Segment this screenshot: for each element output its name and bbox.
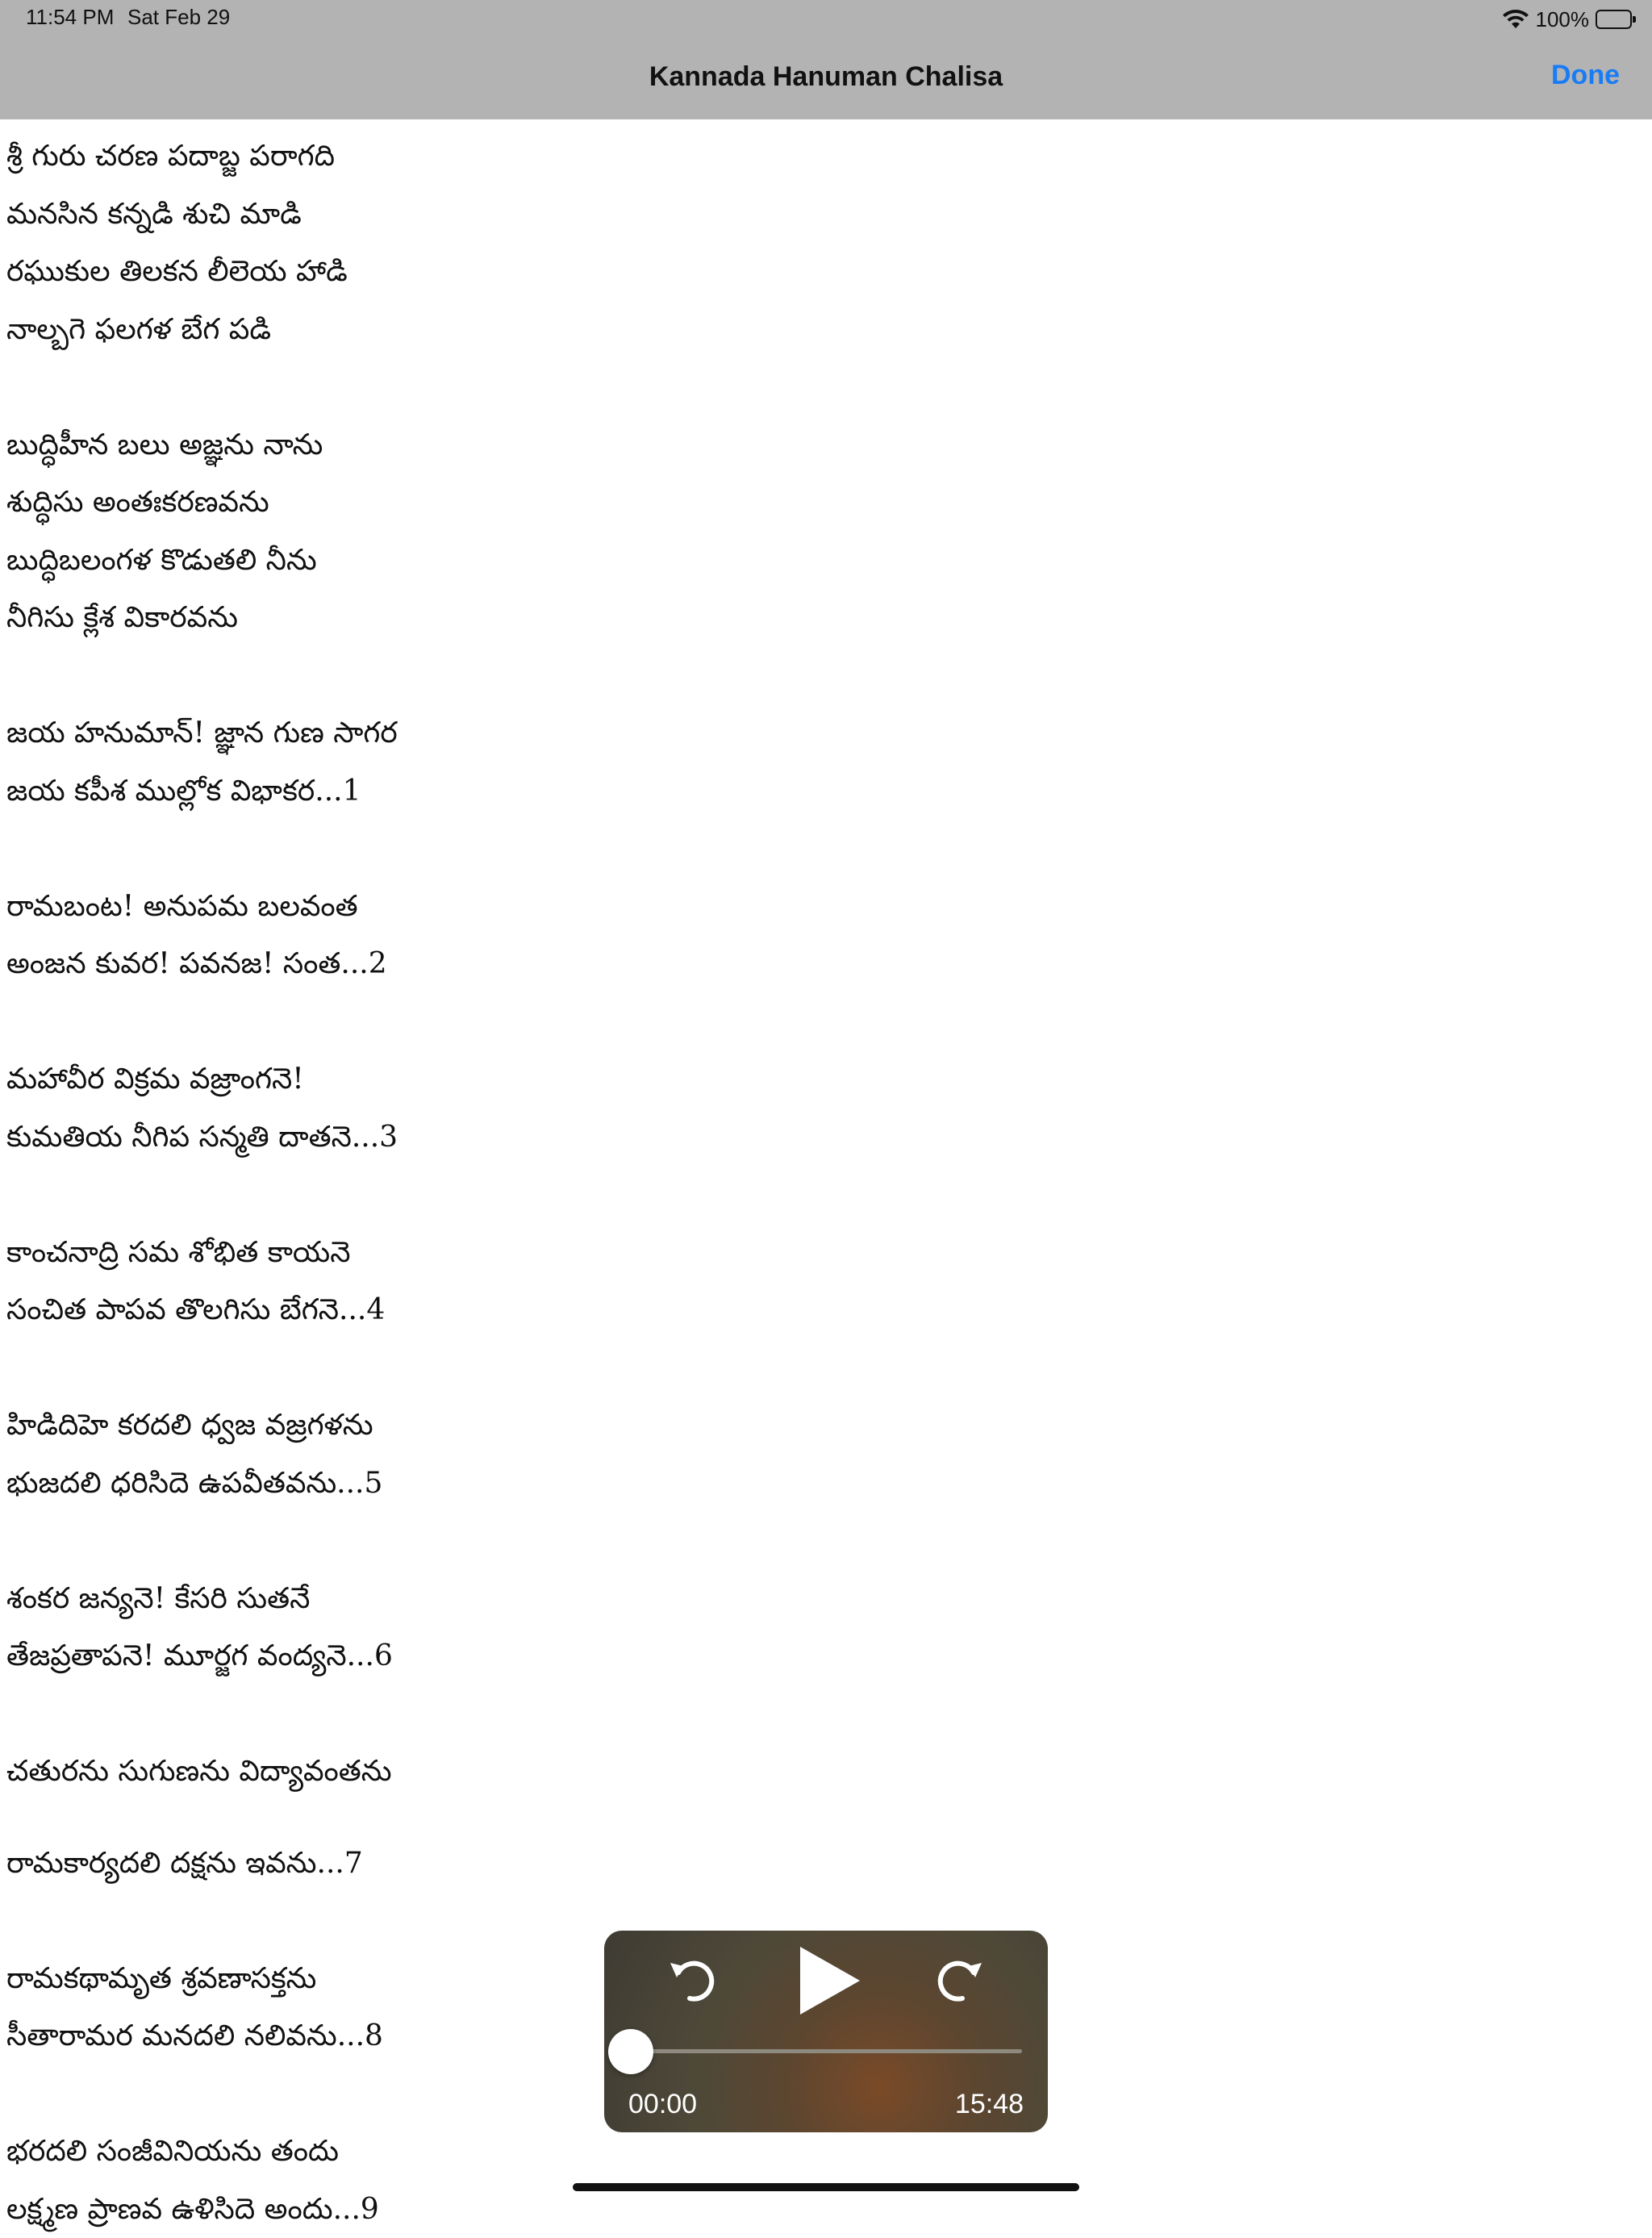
battery-icon [1596,10,1636,29]
lyric-line: చతురను సుగుణను విద్యావంతను [6,1743,1539,1801]
lyric-line: రామకార్యదలి దక్షను ఇవను...7 [6,1835,1539,1893]
lyric-line: నాల్బగె ఫలగళ బేగ పడి [6,301,1539,359]
rewind-icon [662,1948,724,2010]
elapsed-time: 00:00 [628,2089,697,2120]
navigation-bar [0,39,1652,119]
lyric-line: మనసిన కన్నడి శుచి మాడి [6,186,1539,244]
top-bar [0,0,1652,119]
lyric-line: బుద్ధిబలంగళ కొడుతలి నీను [6,532,1539,590]
lyric-line: రామకథామృత శ్రవణాసక్తను [6,1950,1539,2008]
lyric-line: శంకర జన్యనె! కేసరి సుతనే [6,1570,1539,1628]
lyric-line: కుమతియ నీగిప సన్మతి దాతనె...3 [6,1109,1539,1167]
lyric-line: రఘుకుల తిలకన లీలెయ హాడి [6,243,1539,301]
lyric-line: జయ హనుమాన్! జ్ఞాన గుణ సాగర [6,704,1539,762]
rewind-button[interactable] [662,1948,724,2010]
lyric-line: లక్ష్మణ ప్రాణవ ఉళిసిదె అందు...9 [6,2181,1539,2238]
lyric-line: రామబంట! అనుపమ బలవంత [6,878,1539,936]
status-bar [0,0,1652,39]
play-icon [786,1940,866,2021]
total-time: 15:48 [955,2089,1024,2120]
lyric-line: శుద్ధిసు అంతఃకరణవను [6,474,1539,532]
lyric-line: తేజప్రతాపనె! మూర్జగ వంద్యనె...6 [6,1627,1539,1685]
forward-button[interactable] [928,1948,990,2010]
wifi-icon [1502,9,1529,30]
lyric-line: శ్రీ గురు చరణ పదాబ్జ పరాగది [6,127,1539,186]
lyric-line: మహావీర విక్రమ వజ్రాంగనె! [6,1050,1539,1109]
lyric-line: భరదలి సంజీవినియను తందు [6,2123,1539,2181]
status-time: 11:54 PM [26,5,114,30]
lyric-line: జయ కపీశ ముల్లోక విభాకర...1 [6,762,1539,820]
status-indicators [1502,5,1637,34]
lyric-line: సంచిత పాపవ తొలగిసు బేగనె...4 [6,1281,1539,1339]
lyric-line: కాంచనాద్రి సమ శోభిత కాయనె [6,1224,1539,1282]
scrubber-knob[interactable] [608,2029,653,2074]
lyric-line: బుద్ధిహీన బలు అజ్ఞను నాను [6,416,1539,474]
progress-track[interactable] [630,2049,1022,2053]
lyric-line: సీతారామర మనదలి నలివను...8 [6,2007,1539,2065]
page-title: Kannada Hanuman Chalisa [0,61,1652,93]
media-player [604,1931,1048,2132]
lyric-line: అంజన కువర! పవనజ! సంత...2 [6,935,1539,993]
home-indicator[interactable] [573,2183,1079,2191]
play-button[interactable] [786,1940,866,2021]
lyric-line: భుజదలి ధరిసిదె ఉపవీతవను...5 [6,1455,1539,1513]
battery-percent: 100% [1536,7,1590,32]
done-button[interactable]: Done [1551,60,1620,91]
lyrics-text [6,127,1539,2238]
forward-icon [928,1948,990,2010]
lyric-line: హిడిదిహె కరదలి ధ్వజ వజ్రగళను [6,1397,1539,1455]
status-date: Sat Feb 29 [127,5,230,30]
lyric-line: నీగిసు క్లేశ వికారవను [6,589,1539,647]
